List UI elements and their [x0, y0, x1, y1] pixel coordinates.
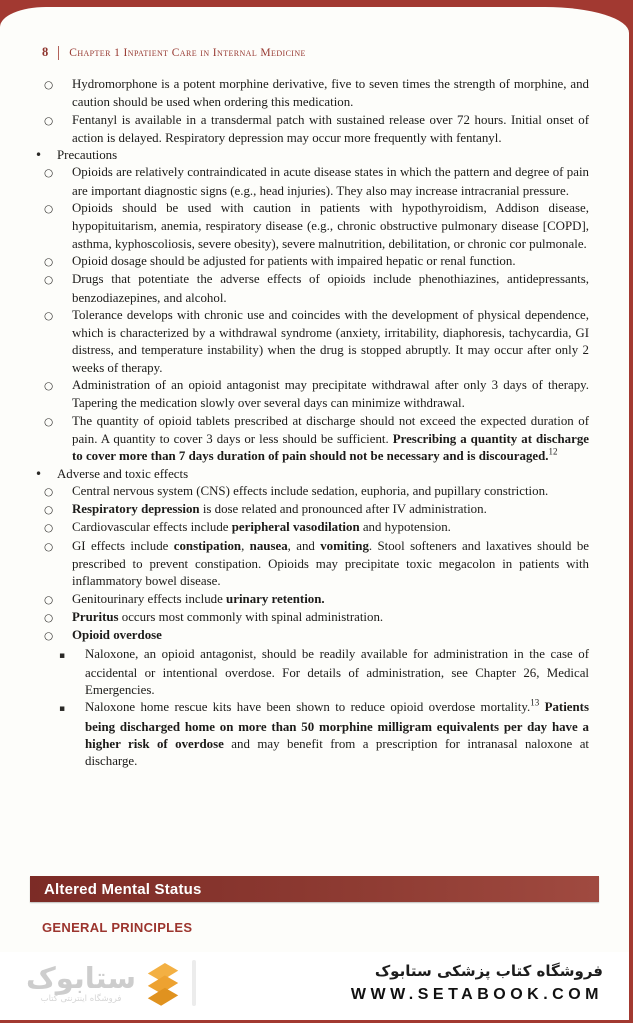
book-page: [0, 7, 629, 1020]
footer-divider: [192, 960, 196, 1006]
bullet-marker: ▪: [59, 650, 66, 661]
bullet-marker: ▪: [59, 704, 66, 715]
header-divider: [58, 46, 59, 60]
logo-wordmark: ستابوک: [26, 960, 137, 995]
footnote-reference: 12: [548, 446, 558, 457]
text-segment: Opioid overdose: [72, 628, 162, 643]
text-segment: Adverse and toxic effects: [57, 466, 189, 481]
bullet-marker: ○: [44, 167, 54, 180]
bullet-marker: ○: [44, 522, 54, 535]
bullet-marker: ○: [44, 611, 54, 624]
bullet-marker: ○: [44, 504, 54, 517]
list-item: [42, 483, 589, 501]
list-item: [42, 627, 589, 645]
chapter-title: Chapter 1 Inpatient Care in Internal Medicine: [69, 46, 306, 59]
list-item: [42, 501, 589, 519]
bullet-marker: ○: [44, 255, 54, 268]
website-url: WWW.SETABOOK.COM: [350, 986, 603, 1003]
text-segment: ,: [241, 538, 250, 553]
text-segment: Fentanyl is available in a transdermal patch with sustained release over 72 hours. Initial onset of action is delayed. Respiratory depression may occur more frequently with fentanyl.: [72, 112, 589, 145]
text-segment: Naloxone home rescue kits have been shown to reduce opioid overdose mortality.: [85, 700, 531, 715]
list-item: [35, 466, 589, 483]
bullet-marker: ○: [44, 203, 54, 216]
text-segment: Naloxone, an opioid antagonist, should be readily available for administration in the case of accidental or intentional overdose. For details of administration, see Chapter 26, Medical Emergencies.: [85, 646, 589, 698]
list-item: [42, 253, 589, 271]
text-segment: occurs most commonly with spinal administration.: [118, 609, 384, 624]
text-segment: urinary retention.: [226, 591, 325, 606]
text-segment: Administration of an opioid antagonist may precipitate withdrawal after only 3 days of therapy. Tapering the medication slowly over several days can minimize withdrawal.: [72, 378, 589, 411]
text-segment: and may benefit from a prescription for intranasal naloxone at discharge.: [85, 736, 589, 769]
text-segment: nausea: [249, 538, 288, 553]
text-segment: constipation: [173, 538, 242, 553]
list-item: [42, 112, 589, 148]
bullet-marker: ○: [44, 593, 54, 606]
list-item: [42, 200, 589, 253]
bullet-marker: ○: [44, 274, 54, 287]
text-segment: Prescribing a quantity at discharge to cover more than 7 days duration of pain should not be necessary and is discouraged.: [72, 431, 589, 464]
text-segment: and hypotension.: [359, 520, 451, 535]
text-segment: Tolerance develops with chronic use and coincides with the development of physical dependence, which is characterized by a withdrawal syndrome (anxiety, irritability, diaphoresis, tachycardia, GI distress, and temperature instability) when the drug is stopped abruptly. It may occur after only 2 weeks of therapy.: [72, 307, 589, 375]
section-title: Altered Mental Status: [44, 880, 202, 898]
text-segment: , and: [287, 538, 321, 553]
list-item: [42, 538, 589, 591]
content-list: [35, 76, 590, 870]
text-segment: Precautions: [57, 148, 118, 163]
list-item: [42, 377, 589, 413]
text-segment: peripheral vasodilation: [231, 520, 360, 535]
bullet-marker: •: [35, 148, 43, 163]
text-segment: . Stool softeners and laxatives should be prescribed to prevent constipation. Opioids may precipitate toxic megacolon in patients with inflammatory bowel disease.: [72, 538, 590, 589]
bullet-marker: ○: [44, 540, 54, 553]
list-item: [35, 147, 589, 164]
bullet-marker: ○: [44, 79, 54, 91]
text-segment: GI effects include: [72, 538, 174, 553]
store-name-farsi: فروشگاه کتاب پزشکی ستابوک: [374, 962, 603, 980]
text-segment: Opioid dosage should be adjusted for patients with impaired hepatic or renal function.: [72, 253, 516, 268]
text-segment: is dose related and pronounced after IV administration.: [199, 502, 487, 517]
list-item: [42, 699, 589, 770]
logo-layers-icon: [144, 960, 182, 1006]
list-item: [42, 307, 589, 377]
footnote-reference: 13: [530, 698, 540, 709]
page-header: [42, 45, 589, 66]
text-segment: Respiratory depression: [72, 502, 200, 517]
text-segment: Pruritus: [72, 609, 119, 624]
list-item: [42, 646, 589, 700]
text-segment: Opioids should be used with caution in patients with hypothyroidism, Addison disease, hypopituitarism, anemia, respiratory disease (e.g., chronic obstructive pulmonary disease [COPD], asthma, kyphoscoliosis, severe obesity), severe malnutrition, debilitation, or chronic cor pulmonale.: [72, 201, 589, 251]
logo-text-block: [26, 960, 137, 1004]
list-item: [42, 609, 589, 627]
watermark-footer: [0, 952, 629, 1020]
list-item: [42, 76, 589, 112]
bullet-marker: ○: [44, 309, 54, 322]
text-segment: Genitourinary effects include: [72, 591, 227, 606]
section-banner: [30, 876, 599, 902]
page-number: 8: [42, 45, 49, 59]
text-segment: The quantity of opioid tablets prescribed at discharge should not exceed the expected duration of pain. A quantity to cover 3 days or less should be sufficient.: [72, 413, 589, 446]
general-principles-heading: GENERAL PRINCIPLES: [42, 920, 193, 935]
setabook-logo: [26, 960, 196, 1006]
bullet-marker: ○: [44, 485, 54, 498]
text-segment: Patients being discharged home on more than 50 morphine milligram equivalents per day have a higher risk of overdose: [85, 700, 589, 751]
logo-caption: فروشگاه اینترنتی کتاب: [40, 993, 122, 1004]
store-info: [351, 962, 603, 1004]
bullet-marker: ○: [44, 630, 54, 643]
list-item: [42, 164, 589, 200]
bullet-marker: •: [35, 466, 43, 481]
bullet-marker: ○: [44, 415, 54, 428]
bullet-marker: ○: [44, 114, 54, 127]
list-item: [42, 591, 589, 609]
text-segment: Drugs that potentiate the adverse effects of opioids include phenothiazines, antidepressants, benzodiazepines, and alcohol.: [72, 272, 589, 305]
bullet-marker: ○: [44, 380, 54, 393]
text-segment: Opioids are relatively contraindicated in acute disease states in which the pattern and degree of pain are important diagnostic signs (e.g., head injuries). They also may increase intracranial pressure.: [72, 165, 589, 198]
list-item: [42, 519, 589, 537]
text-segment: Central nervous system (CNS) effects include sedation, euphoria, and pupillary constriction.: [72, 483, 549, 498]
text-segment: Hydromorphone is a potent morphine derivative, five to seven times the strength of morphine, and caution should be used when ordering this medication.: [72, 77, 589, 110]
text-segment: vomiting: [320, 538, 369, 553]
list-item: [42, 271, 589, 307]
text-segment: Cardiovascular effects include: [72, 520, 232, 535]
list-item: [42, 413, 589, 466]
